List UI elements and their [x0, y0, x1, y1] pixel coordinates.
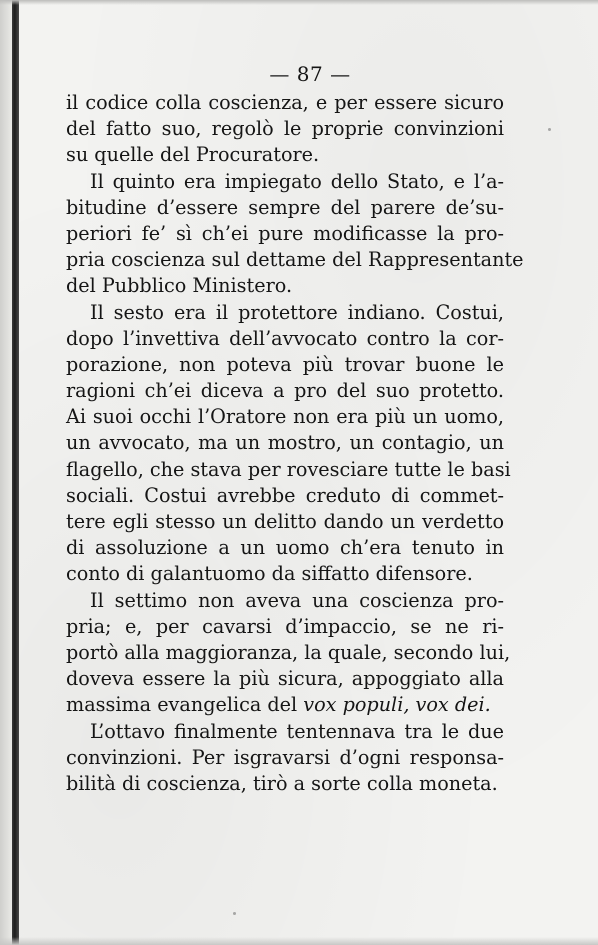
text-line: sociali. Costui avrebbe creduto di commet- — [66, 483, 504, 507]
paragraph — [66, 300, 511, 588]
text-line: di assoluzione a un uomo ch’era tenuto in — [66, 536, 504, 560]
text-line: pria coscienza sul dettame del Rappresentante — [66, 248, 524, 272]
text-line: porazione, non poteva più trovar buone le — [66, 352, 504, 376]
text-line: L’ottavo finalmente tentennava tra le due — [90, 719, 504, 743]
text-line: del Pubblico Ministero. — [66, 274, 293, 298]
text-line: su quelle del Procuratore. — [66, 143, 320, 167]
page-number: — 87 — — [269, 62, 351, 86]
page-gutter — [0, 0, 12, 945]
text-line: pria; e, per cavarsi d’impaccio, se ne ri- — [66, 614, 504, 638]
paper-speck — [548, 128, 551, 131]
paragraph — [66, 588, 511, 719]
text-line: un avvocato, ma un mostro, un contagio, un — [66, 431, 504, 455]
text-line: conto di galantuomo da siffatto difensore. — [66, 562, 473, 586]
text-line: Il quinto era impiegato dello Stato, e l’a- — [90, 169, 504, 193]
text-line: portò alla maggioranza, la quale, secondo lui, — [66, 640, 511, 664]
paragraph — [66, 90, 504, 169]
body-text — [66, 90, 524, 797]
text-line: convinzioni. Per isgravarsi d’ogni responsa- — [66, 745, 504, 769]
page-top-edge — [0, 0, 598, 5]
book-spine-edge — [12, 0, 19, 945]
text-line: bilità di coscienza, tirò a sorte colla moneta. — [66, 771, 498, 795]
text-line: periori fe’ sì ch’ei pure modificasse la pro- — [66, 221, 504, 245]
text-line: bitudine d’essere sempre del parere de’su- — [66, 195, 504, 219]
paper-speck — [233, 912, 236, 915]
text-line: doveva essere la più sicura, appoggiato alla — [66, 667, 504, 691]
text-line: Ai suoi occhi l’Oratore non era più un uomo, — [66, 405, 504, 429]
text-line: Il settimo non aveva una coscienza pro- — [90, 588, 504, 612]
latin-phrase: vox populi, vox dei. — [303, 693, 491, 717]
text-line: Il sesto era il protettore indiano. Costui, — [90, 300, 504, 324]
paragraph — [66, 169, 524, 300]
text-line: il codice colla coscienza, e per essere sicuro — [66, 91, 504, 114]
page-bottom-edge — [0, 937, 598, 945]
paragraph — [66, 719, 504, 798]
text-line: flagello, che stava per rovesciare tutte le basi — [66, 457, 511, 481]
text-line: del fatto suo, regolò le proprie convinzioni — [66, 117, 504, 141]
text-line: massima evangelica del vox populi, vox dei. — [66, 693, 491, 717]
text-line: tere egli stesso un delitto dando un verdetto — [66, 510, 504, 533]
text-line: ragioni ch’ei diceva a pro del suo protetto. — [66, 379, 504, 403]
text-line: dopo l’invettiva dell’avvocato contro la cor- — [66, 326, 504, 350]
